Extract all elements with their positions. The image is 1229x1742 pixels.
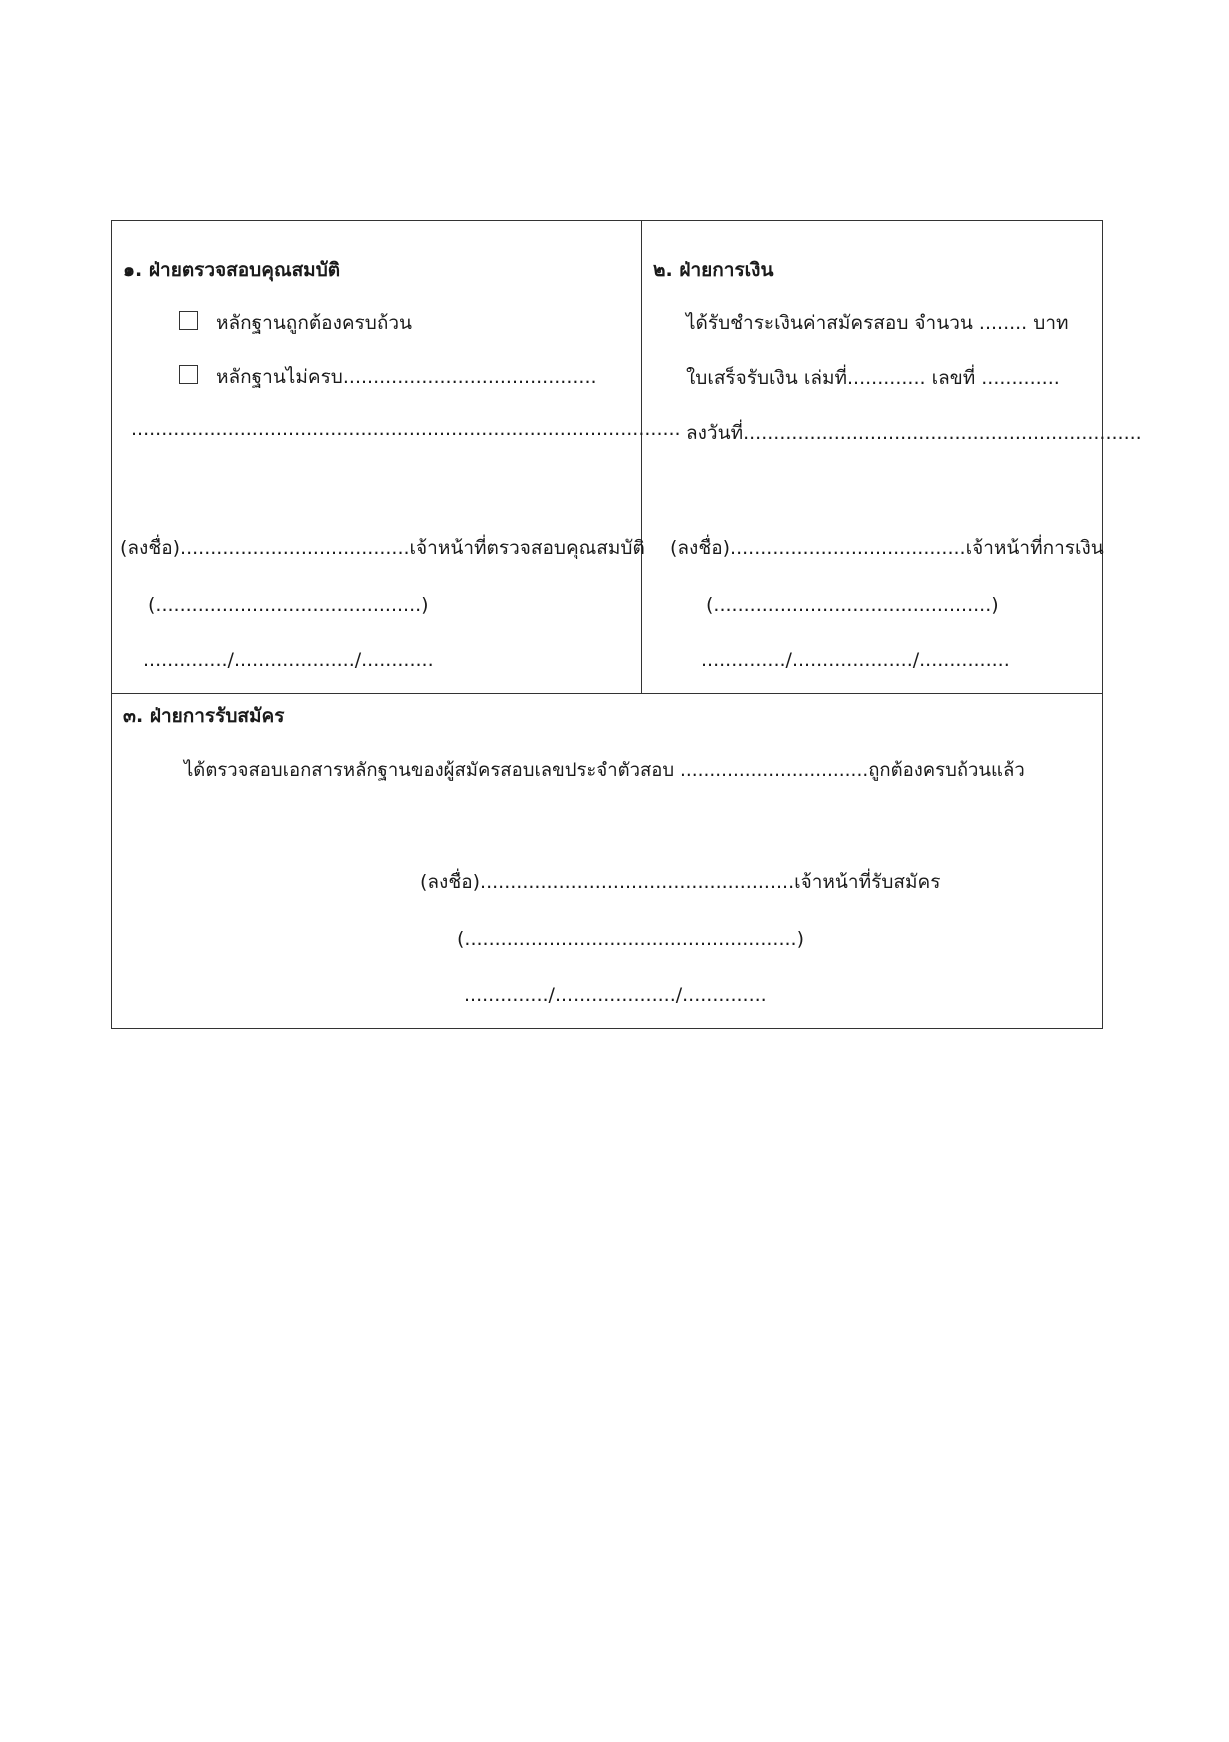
- evidence-incomplete-checkbox[interactable]: [179, 365, 198, 384]
- registration-name-line[interactable]: (.......................................................): [457, 928, 805, 950]
- finance-signature-line[interactable]: (ลงชื่อ).......................................เจ้าหน้าที่การเงิน: [670, 537, 1104, 559]
- row-divider: [112, 693, 1102, 694]
- qualification-name-line[interactable]: (............................................): [148, 594, 429, 616]
- registration-signature-line[interactable]: (ลงชื่อ)....................................................เจ้าหน้าที่รับสมัคร: [420, 871, 941, 893]
- finance-date-line[interactable]: ............../..................../...............: [701, 649, 1010, 671]
- evidence-incomplete-label: หลักฐานไม่ครบ..........................................: [216, 366, 597, 388]
- qualification-date-line[interactable]: ............../..................../............: [143, 649, 434, 671]
- finance-heading: ๒. ฝ่ายการเงิน: [653, 259, 774, 281]
- application-review-form: [111, 220, 1142, 1029]
- evidence-complete-label: หลักฐานถูกต้องครบถ้วน: [216, 312, 412, 334]
- registration-heading: ๓. ฝ่ายการรับสมัคร: [123, 705, 285, 727]
- qualification-check-heading: ๑. ฝ่ายตรวจสอบคุณสมบัติ: [123, 259, 341, 281]
- registration-date-line[interactable]: ............../..................../..............: [464, 984, 767, 1006]
- qualification-remarks-line[interactable]: ...........................................................................................: [131, 418, 681, 440]
- column-divider: [641, 221, 642, 693]
- registration-verification-line[interactable]: ได้ตรวจสอบเอกสารหลักฐานของผู้สมัครสอบเลขประจำตัวสอบ ................................ถูกต้องครบถ้วนแล้ว: [184, 760, 1025, 781]
- evidence-complete-checkbox[interactable]: [179, 311, 198, 330]
- receipt-number-line[interactable]: ใบเสร็จรับเงิน เล่มที่............. เลขที่ .............: [686, 367, 1060, 389]
- payment-amount-line[interactable]: ได้รับชำระเงินค่าสมัครสอบ จำนวน ........ บาท: [686, 312, 1069, 334]
- qualification-signature-line[interactable]: (ลงชื่อ)......................................เจ้าหน้าที่ตรวจสอบคุณสมบัติ: [120, 537, 645, 559]
- finance-name-line[interactable]: (..............................................): [706, 594, 999, 616]
- payment-date-line[interactable]: ลงวันที่..................................................................: [686, 422, 1142, 444]
